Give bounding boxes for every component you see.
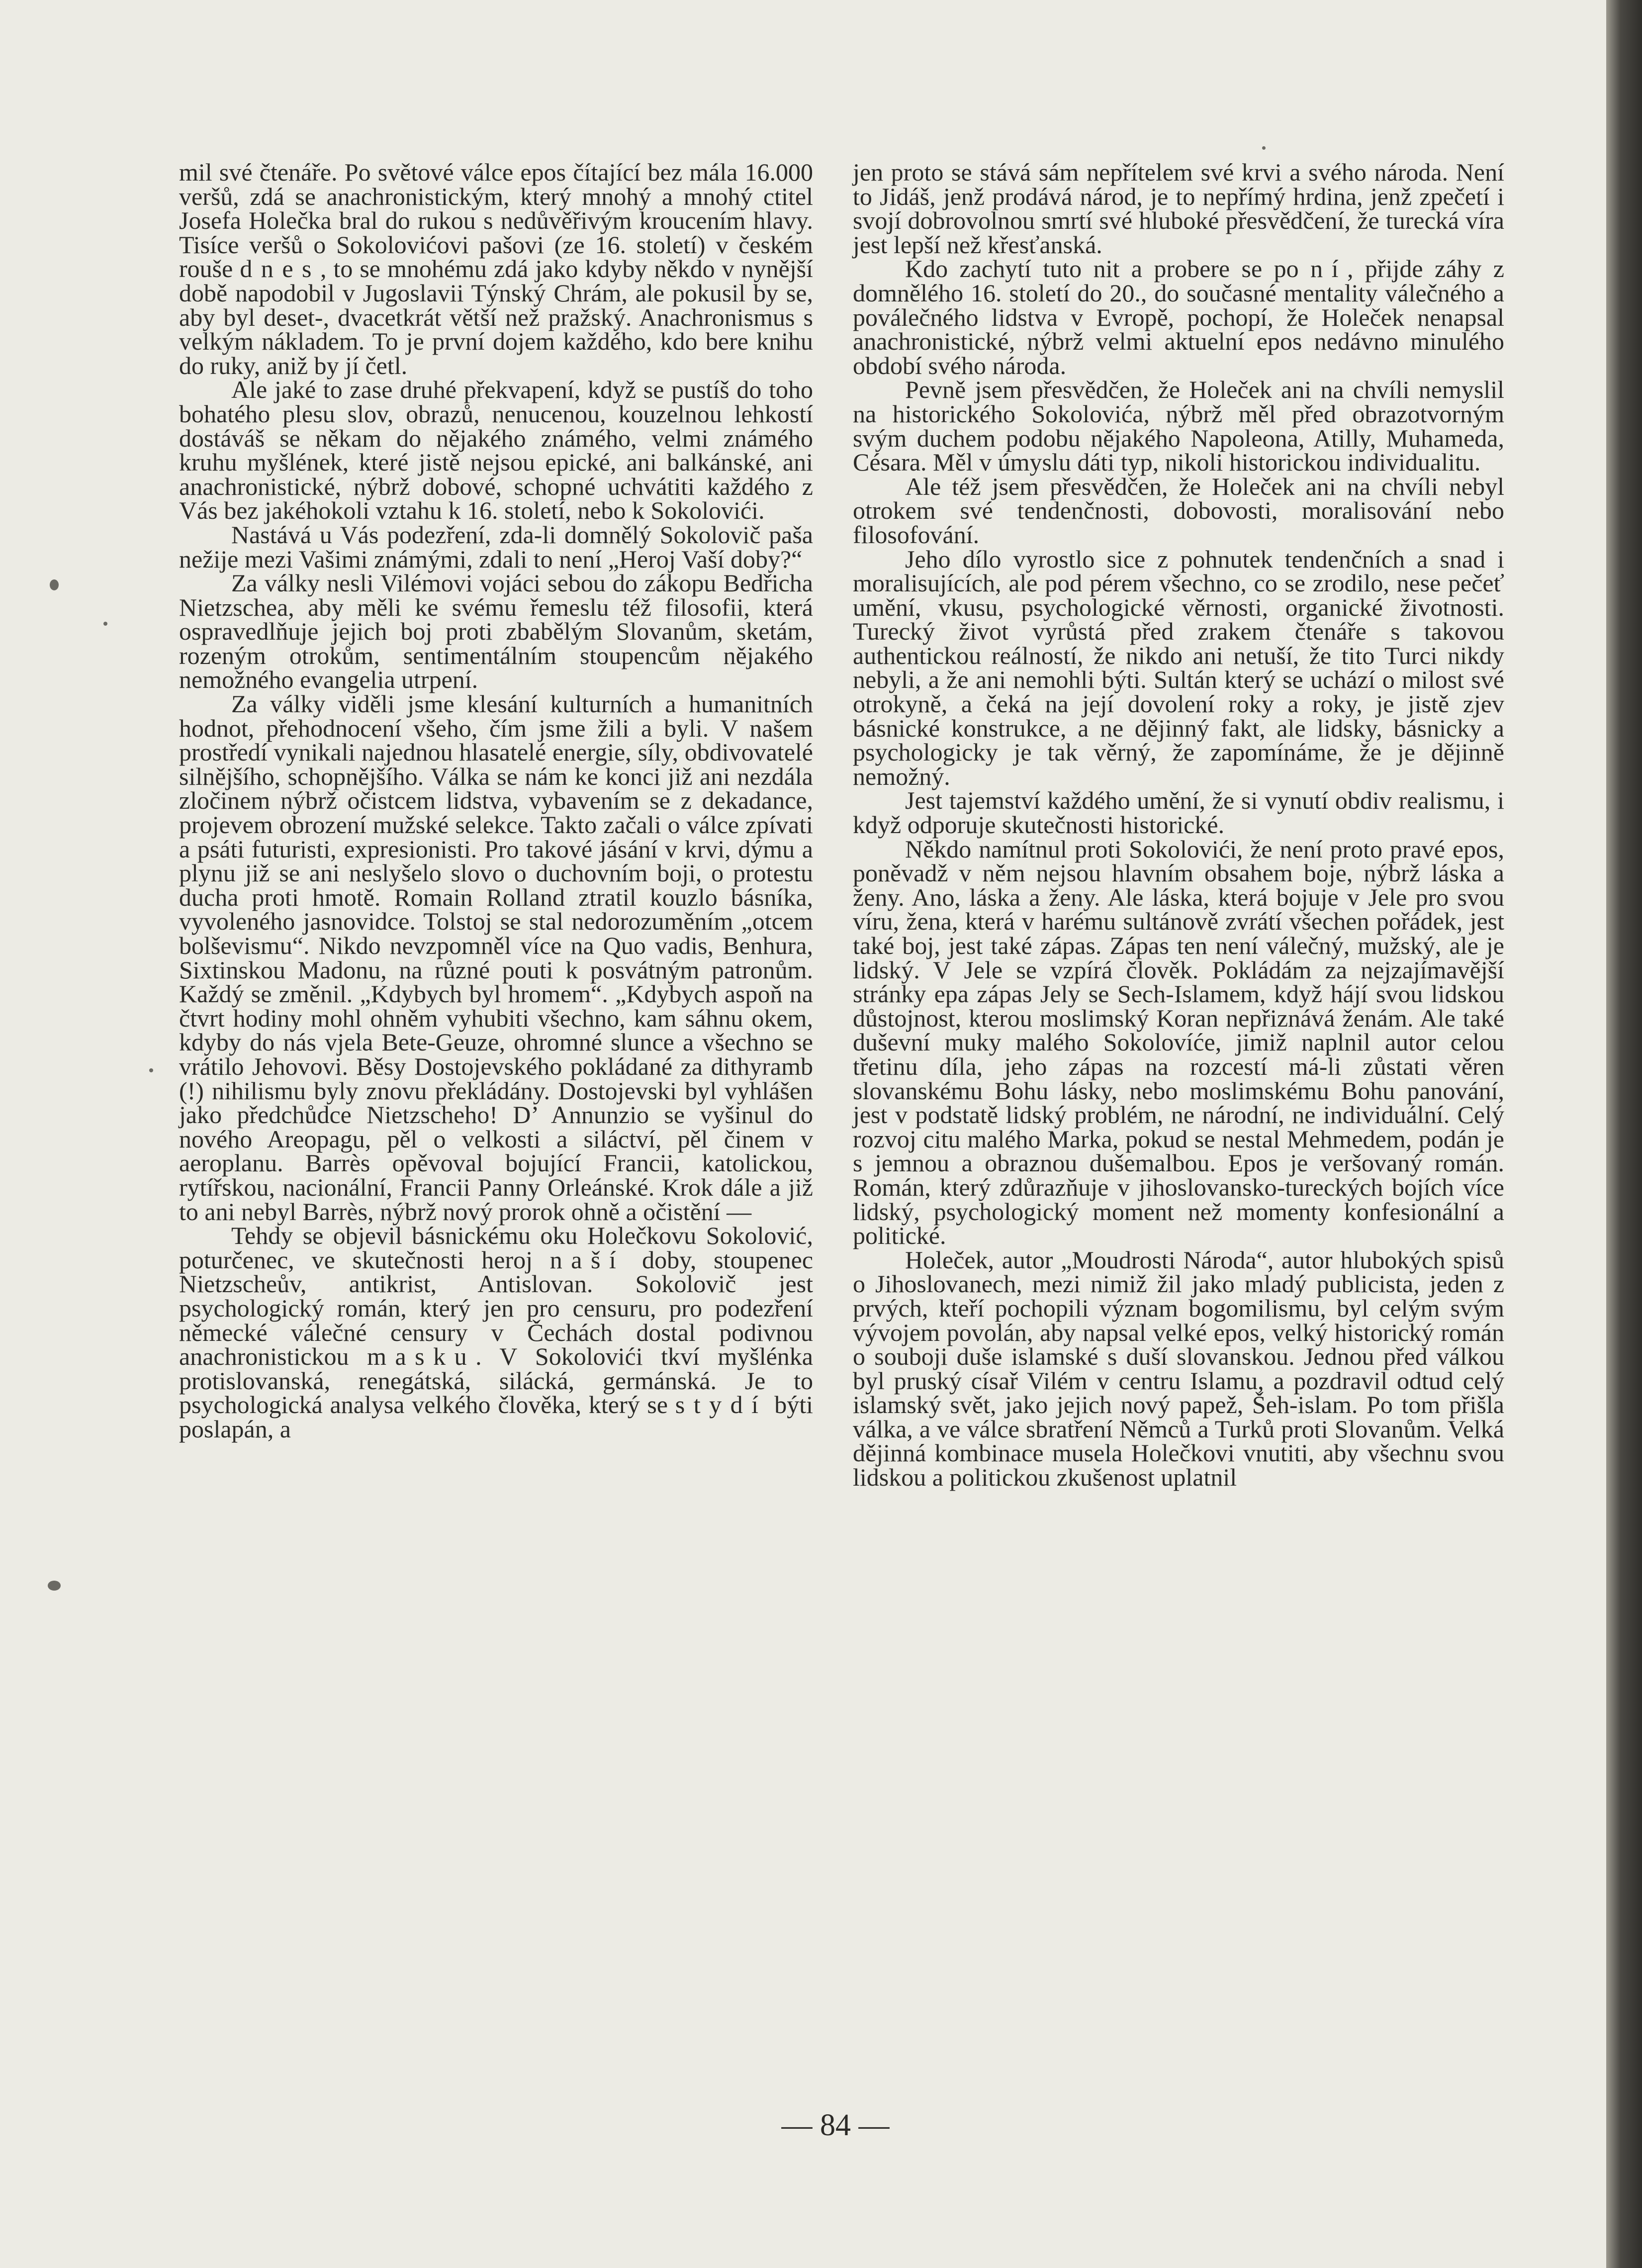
paragraph: Jeho dílo vyrostlo sice z pohnutek tendenčních a snad i moralisujících, ale pod pérem všechno, co se zrodilo, nese pečeť umění, vkusu, psychologické věrnosti, organické životnosti. Turecký život vyrůstá před zrakem čtenáře s takovou authentickou reálností, že nikdo ani netuší, že tito Turci nikdy nebyli, a že ani nemohli býti. Sultán který se uchází o milost své otrokyně, a čeká na její dovolení roky a roky, je jistě zjev básnické konstrukce, a ne dějinný fakt, ale lidsky, básnicky a psychologicky je tak věrný, že zapomínáme, že je dějinně nemožný.	[853, 545, 1504, 790]
paragraph: Holeček, autor „Moudrosti Národa“, autor hlubokých spisů o Jihoslovanech, mezi nimiž žil jako mladý publicista, jeden z prvých, kteří pochopili význam bogomilismu, byl celým svým vývojem povolán, aby napsal velké epos, velký historický román o souboji duše islamské s duší slovanskou. Jednou před válkou byl pruský císař Vilém v centru Islamu, a pozdravil odtud celý islamský svět, jako jejich nový papež, Šeh-islam. Po tom přišla válka, a ve válce sbratření Němců a Turků proti Slovanům. Velká dějinná kombinace musela Holečkovi vnutiti, aby všechnu svou lidskou a politickou zkušenost uplatnil	[853, 1245, 1504, 1492]
paragraph: Někdo namítnul proti Sokolovići, že není proto pravé epos, poněvadž v něm nejsou hlavním obsahem boje, nýbrž láska a ženy. Ano, láska a ženy. Ale láska, která bojuje v Jele pro svou víru, žena, která v harému sultánově zvrátí všechen pořádek, jest také boj, jest také zápas. Zápas ten není válečný, mužský, ale je lidský. V Jele se vzpírá člověk. Pokládám za nejzajímavější stránky epa zápas Jely se Sech-Islamem, když hájí svou lidskou důstojnost, kterou moslimský Koran nepřiznává ženám. Ale také duševní muky malého Sokolovíće, jimiž naplnil autor celou třetinu díla, jeho zápas na rozcestí má-li zůstati věren slovanskému Bohu lásky, nebo moslimskému Bohu panování, jest v podstatě lidský problém, ne národní, ne individuální. Celý rozvoj citu malého Marka, pokud se nestal Mehmedem, podán je s jemnou a obraznou dušemalbou. Epos je veršovaný román. Román, který zdůrazňuje v jihoslovansko-tureckých bojích více lidský, psychologický moment než momenty konfesionální a politické.	[853, 835, 1504, 1250]
ink-speck	[1262, 146, 1266, 150]
paragraph: mil své čtenáře. Po světové válce epos čítající bez mála 16.000 veršů, zdá se anachronistickým, který mnohý a mnohý ctitel Josefa Holečka bral do rukou s nedůvěřivým kroucením hlavy. Tisíce veršů o Sokolovićovi pašovi (ze 16. století) v českém rouše dnes, to se mnohému zdá jako kdyby někdo v nynější době napodobil v Jugoslavii Týnský Chrám, ale pokusil by se, aby byl deset-, dvacetkrát větší než pražský. Anachronismus s velkým nákladem. To je první dojem každého, kdo bere knihu do ruky, aniž by jí četl.	[179, 158, 813, 379]
paragraph: Ale jaké to zase druhé překvapení, když se pustíš do toho bohatého plesu slov, obrazů, nenucenou, kouzelnou lehkostí dostáváš se někam do nějakého známého, velmi známého kruhu myšlének, které jistě nejsou epické, ani balkánské, ani anachronistické, nýbrž dobové, schopné uchvátiti každého z Vás bez jakéhokoli vztahu k 16. století, nebo k Sokolovići.	[179, 376, 813, 525]
page-number: — 84 —	[781, 2108, 890, 2142]
ink-speck	[103, 622, 107, 626]
ink-speck	[149, 1068, 153, 1072]
paragraph: Pevně jsem přesvědčen, že Holeček ani na chvíli nemyslil na historického Sokolovića, nýbrž měl před obrazotvorným svým duchem podobu nějakého Napoleona, Atilly, Muhameda, Césara. Měl v úmyslu dáti typ, nikoli historickou individualitu.	[853, 376, 1504, 476]
book-gutter-shadow	[1606, 0, 1642, 2268]
ink-speck	[48, 1581, 61, 1591]
paragraph: Kdo zachytí tuto nit a probere se po ní, přijde záhy z domnělého 16. století do 20., do současné mentality válečného a poválečného lidstva v Evropě, pochopí, že Holeček nenapsal anachronistické, nýbrž velmi aktuelní epos nedávno minulého období svého národa.	[853, 255, 1504, 379]
paragraph: Ale též jsem přesvědčen, že Holeček ani na chvíli nebyl otrokem své tendenčnosti, dobovosti, moralisování nebo filosofování.	[853, 472, 1504, 549]
ink-speck	[50, 579, 59, 590]
paragraph: jen proto se stává sám nepřítelem své krvi a svého národa. Není to Jidáš, jenž prodává národ, je to nepřímý hrdina, jenž zpečetí i svojí dobrovolnou smrtí své hluboké přesvědčení, že turecká víra jest lepší než křesťanská.	[853, 158, 1504, 259]
paragraph: Za války viděli jsme klesání kulturních a humanitních hodnot, přehodnocení všeho, čím jsme žili a byli. V našem prostředí vynikali najednou hlasatelé energie, síly, obdivovatelé silnějšího, schopnějšího. Válka se nám ke konci již ani nezdála zločinem nýbrž očistcem lidstva, vybavením se z dekadance, projevem obrození mužské selekce. Takto začali o válce zpívati a psáti futuristi, expresionisti. Pro takové jásání v krvi, dýmu a plynu již se ani neslyšelo slovo o duchovním boji, o protestu ducha proti hmotě. Romain Rolland ztratil kouzlo básníka, vyvoleného jasnovidce. Tolstoj se stal nedorozuměním „otcem bolševismu“. Nikdo nevzpomněl více na Quo vadis, Benhura, Sixtinskou Madonu, na různé pouti k posvátným patronům. Každý se změnil. „Kdybych byl hromem“. „Kdybych aspoň na čtvrt hodiny mohl ohněm vyhubiti všechno, kam sáhnu okem, kdyby do nás vjela Bete-Geuze, ohromné slunce a všechno se vrátilo Jehovovi. Běsy Dostojevského pokládané za dithyramb (!) nihilismu byly znovu překládány. Dostojevski byl vyhlášen jako předchůdce Nietzscheho! D’ Annunzio se vyšinul do nového Areopagu, pěl o velkosti a siláctví, pěl činem v aeroplanu. Barrès opěvoval bojující Francii, katolickou, rytířskou, nacionální, Francii Panny Orleánské. Krok dále a již to ani nebyl Barrès, nýbrž nový prorok ohně a očistění —	[179, 690, 813, 1226]
paragraph: Za války nesli Vilémovi vojáci sebou do zákopu Bedřicha Nietzschea, aby měli ke svému řemeslu též filosofii, která ospravedlňuje jejich boj proti zbabělým Slovanům, sketám, rozeným otrokům, sentimentálním stoupencům nějakého nemožného evangelia utrpení.	[179, 569, 813, 694]
paragraph: Jest tajemství každého umění, že si vynutí obdiv realismu, i když odporuje skutečnosti historické.	[853, 786, 1504, 839]
paragraph: Tehdy se objevil básnickému oku Holečkovu Sokolović, poturčenec, ve skutečnosti heroj naší doby, stoupenec Nietzscheův, antikrist, Antislovan. Sokolovič jest psychologický román, který jen pro censuru, pro podezření německé válečné censury v Čechách dostal podivnou anachronistickou masku. V Sokolovići tkví myšlénka protislovanská, renegátská, silácká, germánská. Je to psychologická analysa velkého člověka, který se stydí býti poslapán, a	[179, 1222, 814, 1443]
right-column	[853, 160, 1504, 1490]
paragraph: Nastává u Vás podezření, zda-li domnělý Sokolovič paša nežije mezi Vašimi známými, zdali to není „Heroj Vaší doby?“	[179, 520, 813, 573]
left-column	[179, 160, 813, 1441]
